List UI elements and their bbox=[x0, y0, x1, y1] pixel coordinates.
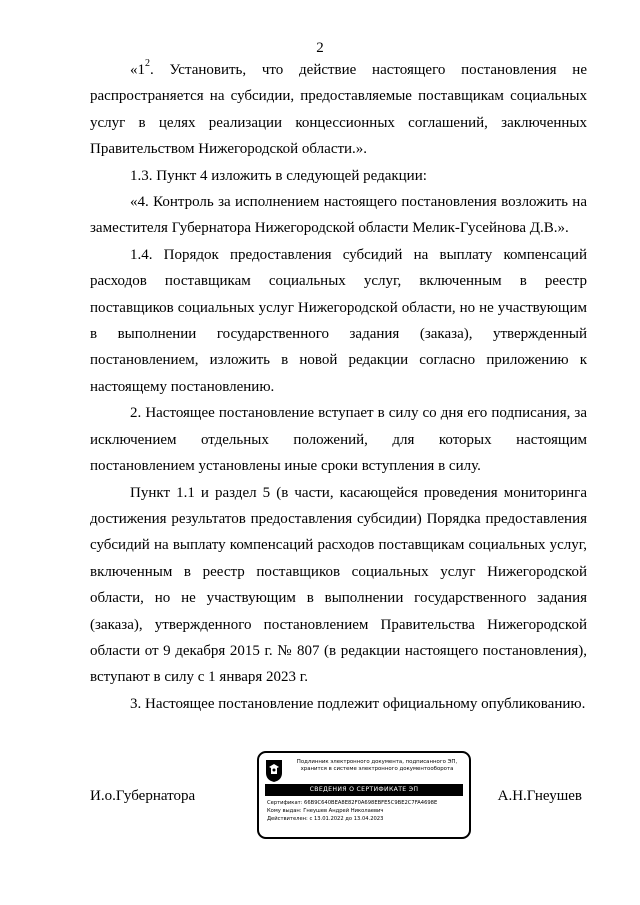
valid-label: Действителен: bbox=[267, 816, 308, 822]
signatory-position: И.о.Губернатора bbox=[90, 788, 196, 804]
stamp-header: Подлинник электронного документа, подписанного ЭП, хранится в системе электронного документооборота bbox=[296, 759, 458, 772]
issued-value: Гнеушев Андрей Николаевич bbox=[303, 808, 384, 814]
paragraph-1 bbox=[90, 57, 587, 163]
paragraph-1-prefix: «1 bbox=[130, 62, 145, 78]
paragraph-1-text: . Установить, что действие настоящего постановления не распространяется на субсидии, предоставляемые поставщикам социальных услуг в целях реализации концессионных соглашений, заключенных Правительством Нижегородской области.». bbox=[90, 62, 587, 158]
paragraph-7: 3. Настоящее постановление подлежит официальному опубликованию. bbox=[130, 695, 586, 712]
valid-value: с 13.01.2022 до 13.04.2023 bbox=[309, 816, 384, 822]
issued-label: Кому выдан: bbox=[267, 808, 302, 814]
certificate-value: 66B9C640BEA8E82F0A698EBFE5C9BE2C7FA4698E bbox=[304, 800, 438, 806]
stamp-title: СВЕДЕНИЯ О СЕРТИФИКАТЕ ЭП bbox=[265, 784, 463, 796]
paragraph-5: 2. Настоящее постановление вступает в силу со дня его подписания, за исключением отдельных положений, для которых настоящим постановлением установлены иные сроки вступления в силу. bbox=[90, 405, 587, 475]
page-number: 2 bbox=[316, 40, 324, 56]
validity-row bbox=[267, 816, 383, 823]
paragraph-3: «4. Контроль за исполнением настоящего постановления возложить на заместителя Губернатора Нижегородской области Мелик-Гусейнова Д.В.». bbox=[90, 194, 587, 237]
coat-of-arms-icon bbox=[265, 759, 283, 783]
paragraph-6: Пункт 1.1 и раздел 5 (в части, касающейся проведения мониторинга достижения результатов предоставления субсидии) Порядка предоставления субсидий на выплату компенсаций расходов поставщикам социальных услуг, включенным в реестр поставщиков социальных услуг Нижегородской области, но не участвующим в выполнении государственного задания (заказа), утвержденного постановлением Правительства Нижегородской области от 9 декабря 2015 г. № 807 (в редакции настоящего постановления), вступают в силу с 1 января 2023 г. bbox=[90, 484, 587, 686]
signatory-name: А.Н.Гнеушев bbox=[497, 788, 582, 804]
superscript-2: 2 bbox=[145, 58, 150, 69]
paragraph-2: 1.3. Пункт 4 изложить в следующей редакции: bbox=[130, 167, 427, 184]
certificate-row bbox=[267, 800, 437, 807]
document-body bbox=[90, 57, 587, 717]
paragraph-4: 1.4. Порядок предоставления субсидий на выплату компенсаций расходов поставщикам социальных услуг, включенным в реестр поставщиков социальных услуг Нижегородской области, но не участвующим в выполнении государственного задания (заказа), утвержденный постановлением, изложить в новой редакции согласно приложению к настоящему постановлению. bbox=[90, 246, 587, 395]
issued-row bbox=[267, 808, 383, 815]
electronic-signature-stamp bbox=[257, 751, 471, 839]
certificate-label: Сертификат: bbox=[267, 800, 303, 806]
